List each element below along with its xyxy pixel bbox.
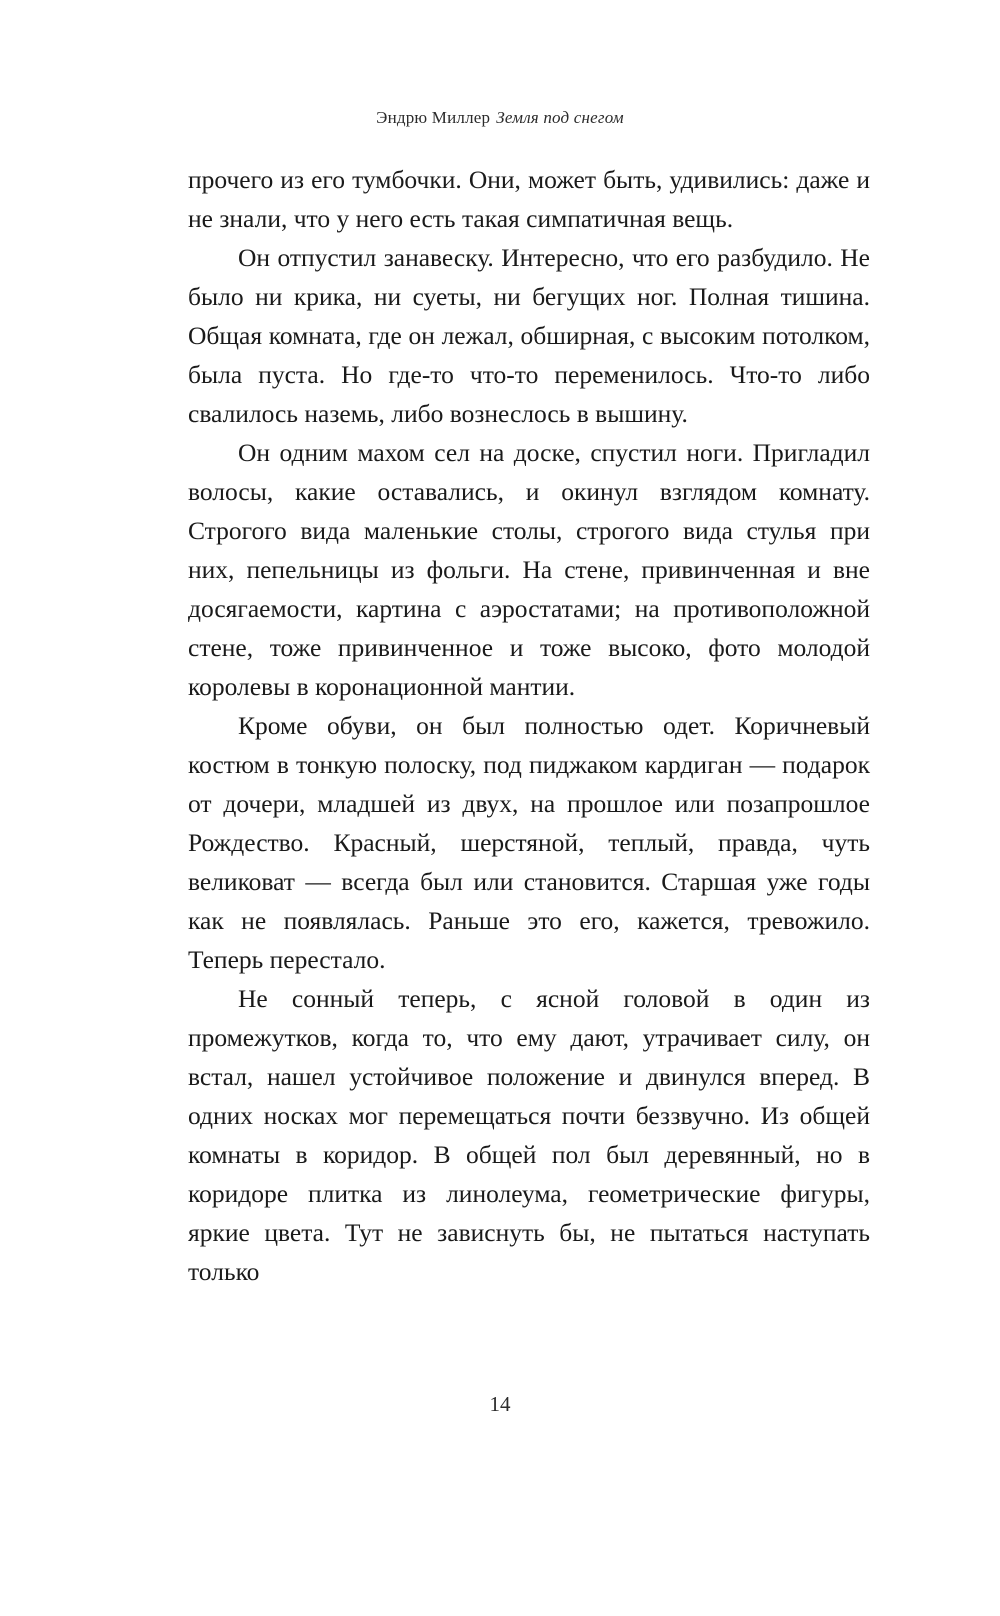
paragraph-2: Он отпустил занавеску. Интересно, что его разбудило. Не было ни крика, ни суеты, ни бегущих ног. Полная тишина. Общая комната, где он лежал, обширная, с высоким потолком, была пуста. Но где-то что-то переменилось. Что-то либо свалилось наземь, либо вознеслось в вышину.: [188, 243, 870, 428]
running-head: [0, 108, 1000, 128]
paragraph-1: прочего из его тумбочки. Они, может быть, удивились: даже и не знали, что у него есть такая симпатичная вещь.: [188, 165, 870, 233]
paragraph-5: Не сонный теперь, с ясной головой в один из промежутков, когда то, что ему дают, утрачивает силу, он встал, нашел устойчивое положение и двинулся вперед. В одних носках мог перемещаться почти беззвучно. Из общей комнаты в коридор. В общей пол был деревянный, но в коридоре плитка из линолеума, геометрические фигуры, яркие цвета. Тут не зависнуть бы, не пытаться наступать только: [188, 984, 870, 1286]
running-head-title: Земля под снегом: [496, 108, 624, 127]
body-text-block: [188, 160, 870, 1291]
running-head-author: Эндрю Миллер: [376, 108, 491, 127]
page-number: 14: [489, 1392, 511, 1416]
paragraph-4: Кроме обуви, он был полностью одет. Коричневый костюм в тонкую полоску, под пиджаком кардиган — подарок от дочери, младшей из двух, на прошлое или позапрошлое Рождество. Красный, шерстяной, теплый, правда, чуть великоват — всегда был или становится. Старшая уже годы как не появлялась. Раньше это его, кажется, тревожило. Теперь перестало.: [188, 711, 870, 974]
paragraph-3: Он одним махом сел на доске, спустил ноги. Пригладил волосы, какие оставались, и окинул взглядом комнату. Строгого вида маленькие столы, строгого вида стулья при них, пепельницы из фольги. На стене, привинченная и вне досягаемости, картина с аэростатами; на противоположной стене, тоже привинченное и тоже высоко, фото молодой королевы в коронационной мантии.: [188, 438, 870, 701]
